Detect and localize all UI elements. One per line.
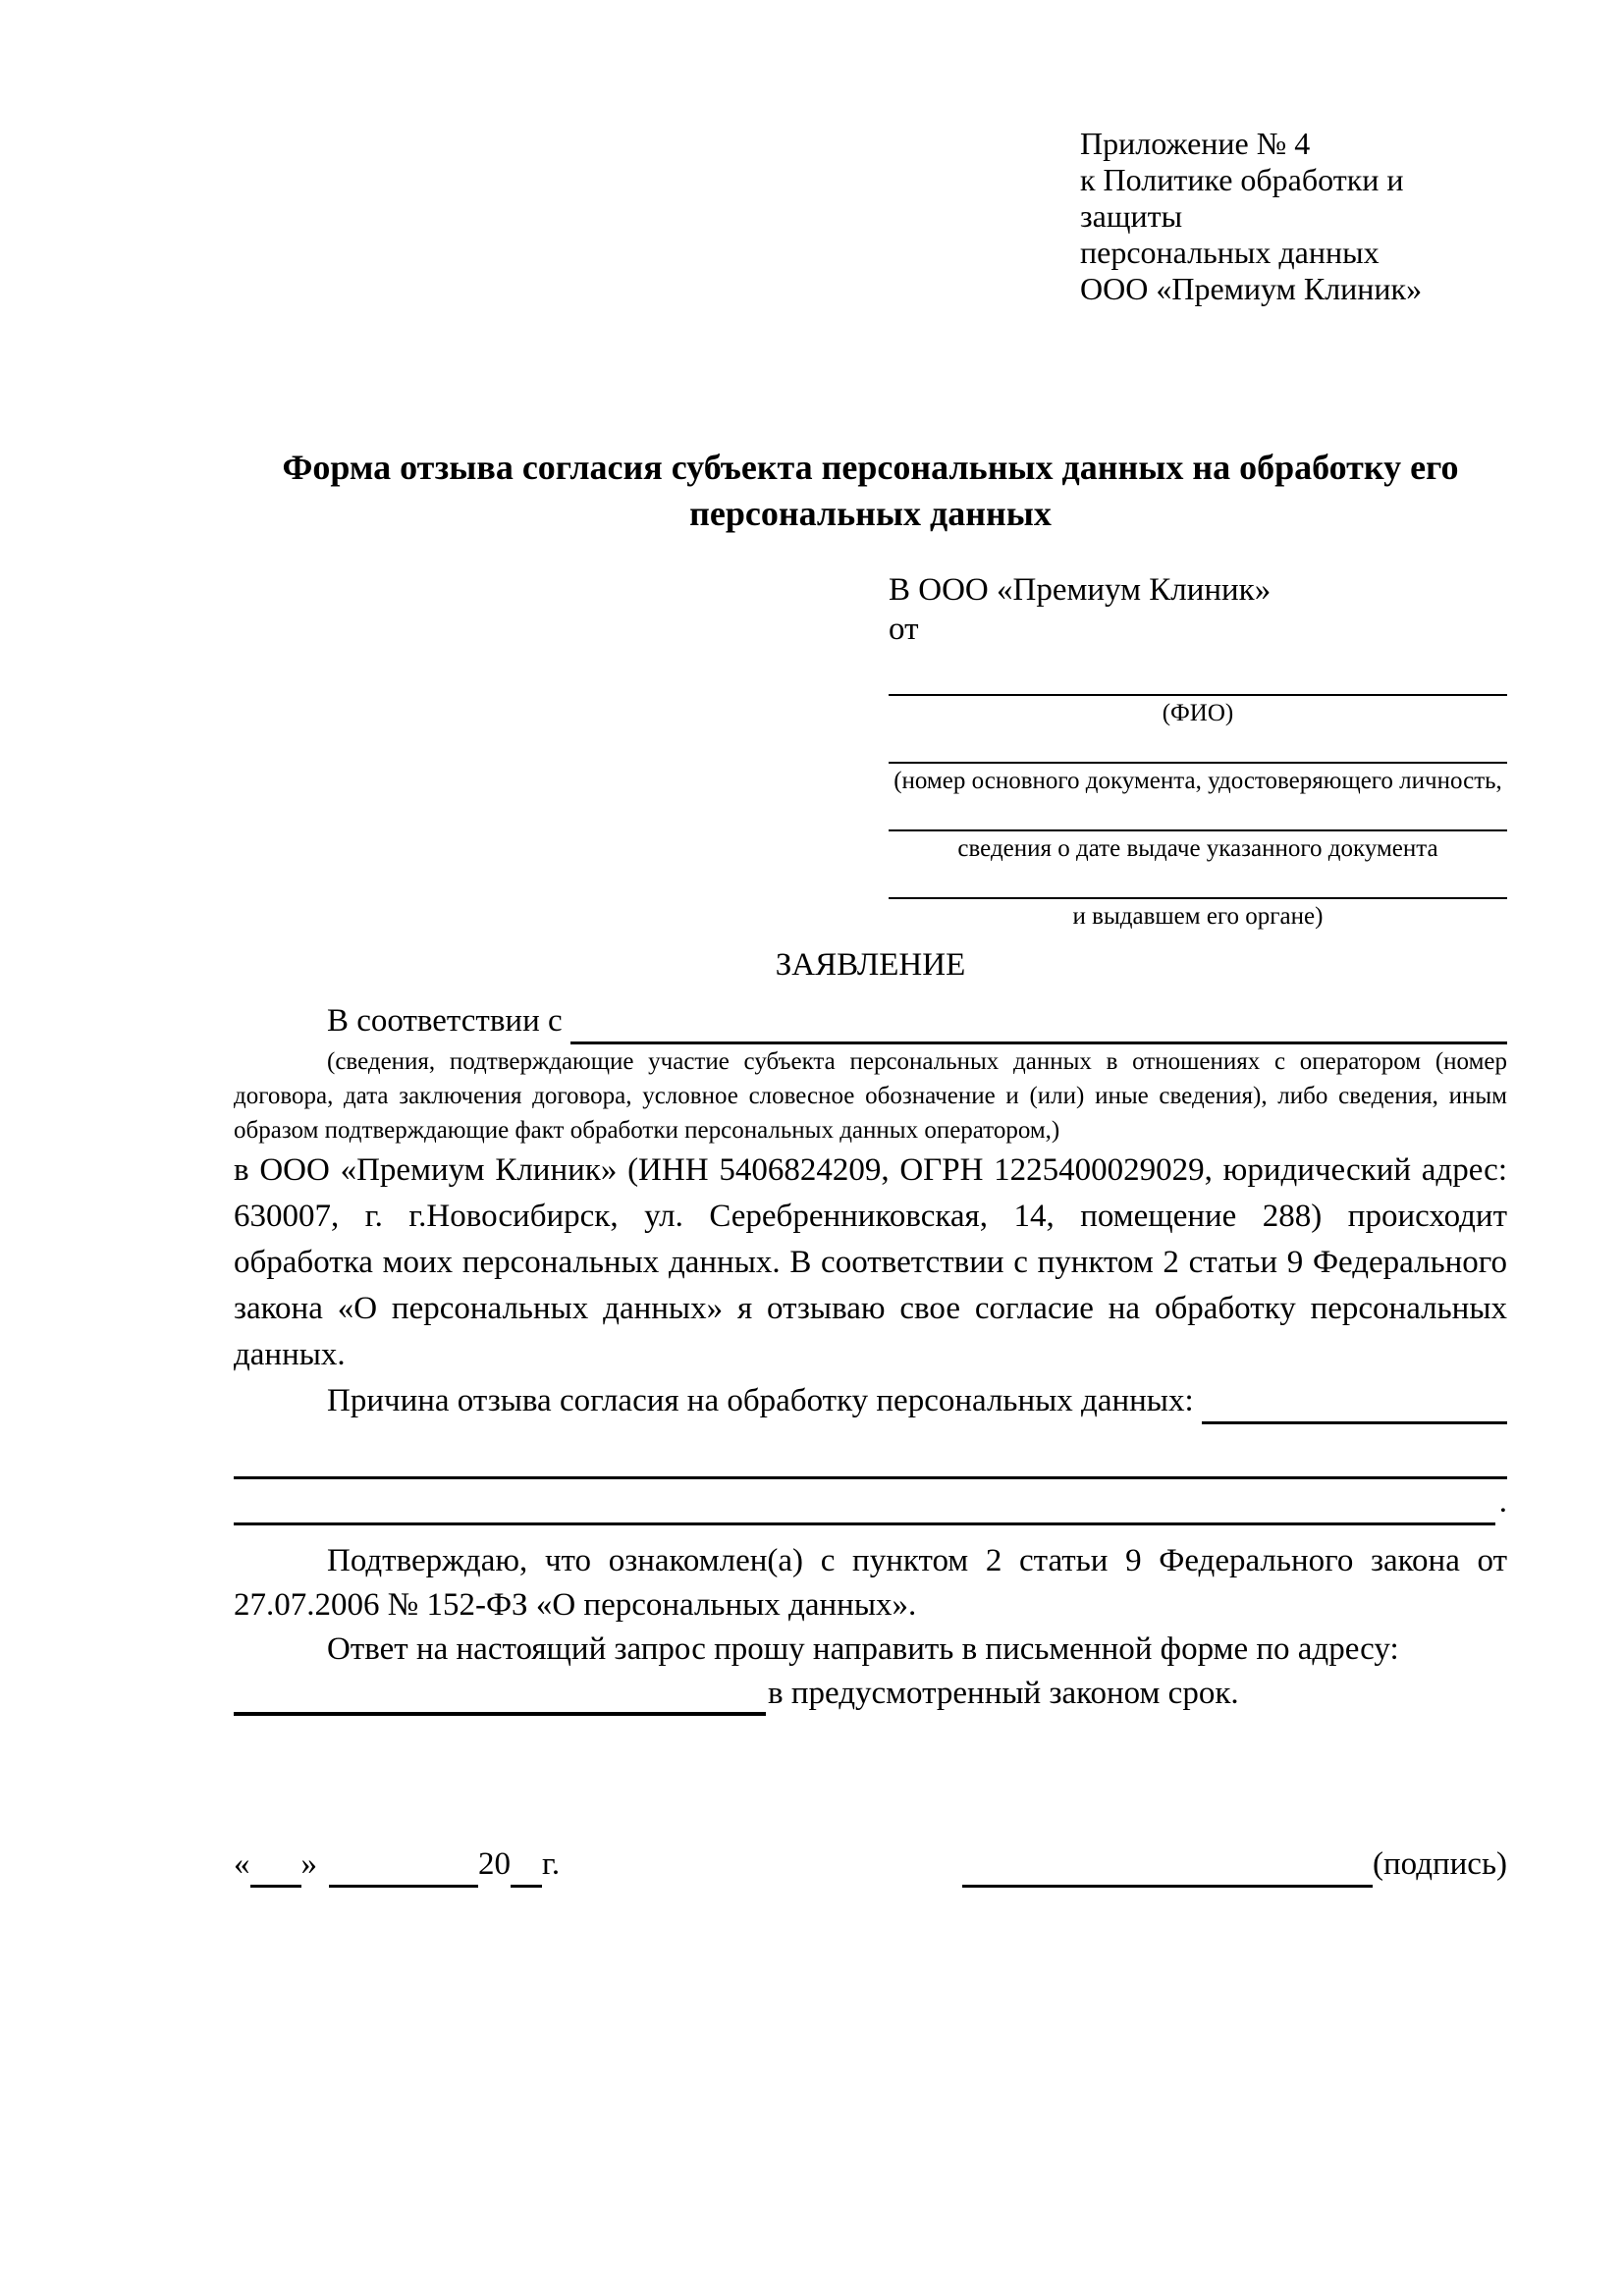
- month-input-line[interactable]: [329, 1852, 478, 1888]
- addressee-block: [889, 570, 1507, 934]
- statement-heading: ЗАЯВЛЕНИЕ: [775, 947, 966, 983]
- signature-caption: (подпись): [1373, 1846, 1507, 1882]
- document-number-input-line[interactable]: [889, 730, 1507, 764]
- annex-block: [1080, 126, 1507, 307]
- annex-line: к Политике обработки и защиты: [1080, 162, 1404, 234]
- accordance-row: [234, 998, 1507, 1044]
- fio-input-line[interactable]: [889, 663, 1507, 696]
- date-close-quote: »: [300, 1846, 317, 1882]
- reply-tail: в предусмотренный законом срок.: [768, 1676, 1239, 1711]
- reason-continuation-row-2: [234, 1479, 1507, 1525]
- accordance-note: (сведения, подтверждающие участие субъекта персональных данных в отношениях с оператором (номер договора, дата заключения договора, условное словесное обозначение и (или) иные сведения), либо сведения, иным образом подтверждающие факт обработки персональных данных оператором,): [234, 1048, 1507, 1144]
- document-title: Форма отзыва согласия субъекта персональных данных на обработку его персональных данных: [282, 448, 1459, 533]
- reason-input-line[interactable]: [1202, 1385, 1507, 1424]
- annex-line: персональных данных: [1080, 235, 1380, 270]
- addressee-from-label: от: [889, 612, 919, 647]
- reply-paragraph: Ответ на настоящий запрос прошу направить в письменной форме по адресу:: [327, 1631, 1399, 1667]
- reason-period: .: [1498, 1484, 1507, 1520]
- year-input-line[interactable]: [511, 1852, 542, 1888]
- annex-line: Приложение № 4: [1080, 126, 1311, 161]
- reason-continuation-line-2[interactable]: [234, 1489, 1495, 1525]
- fio-caption: (ФИО): [1162, 700, 1234, 726]
- date-group: [234, 1842, 560, 1888]
- accordance-lead: В соответствии с: [327, 1003, 563, 1039]
- signature-input-line[interactable]: [962, 1852, 1373, 1888]
- document-number-caption: (номер основного документа, удостоверяющего личность,: [893, 768, 1502, 794]
- day-input-line[interactable]: [250, 1852, 301, 1888]
- reason-lead: Причина отзыва согласия на обработку персональных данных:: [327, 1383, 1194, 1418]
- year-suffix: г.: [542, 1846, 561, 1882]
- main-paragraph: в ООО «Премиум Клиник» (ИНН 5406824209, ОГРН 1225400029029, юридический адрес: 630007, г. г.Новосибирск, ул. Серебренниковская, 14, помещение 288) происходит обработка моих персональных данных. В соответствии с пунктом 2 статьи 9 Федерального закона «О персональных данных» я отзываю свое согласие на обработку персональных данных.: [234, 1152, 1507, 1372]
- reply-address-input-line[interactable]: [234, 1677, 766, 1716]
- addressee-to: В ООО «Премиум Клиник»: [889, 572, 1272, 608]
- issue-date-caption: сведения о дате выдаче указанного документа: [957, 835, 1438, 862]
- reason-row: [234, 1378, 1507, 1424]
- footer-row: [234, 1842, 1507, 1888]
- accordance-input-line[interactable]: [570, 1005, 1507, 1044]
- reply-address-row: [234, 1672, 1507, 1716]
- issuing-authority-caption: и выдавшем его органе): [1072, 903, 1324, 930]
- year-prefix: 20: [478, 1846, 511, 1882]
- confirm-paragraph: Подтверждаю, что ознакомлен(а) с пунктом 2 статьи 9 Федерального закона от 27.07.2006 № 152-ФЗ «О персональных данных».: [234, 1543, 1507, 1623]
- issuing-authority-input-line[interactable]: [889, 866, 1507, 899]
- date-open-quote: «: [234, 1846, 250, 1882]
- signature-group: [962, 1842, 1507, 1888]
- reason-continuation-line-1[interactable]: [234, 1442, 1507, 1479]
- issue-date-input-line[interactable]: [889, 798, 1507, 831]
- annex-line: ООО «Премиум Клиник»: [1080, 271, 1423, 306]
